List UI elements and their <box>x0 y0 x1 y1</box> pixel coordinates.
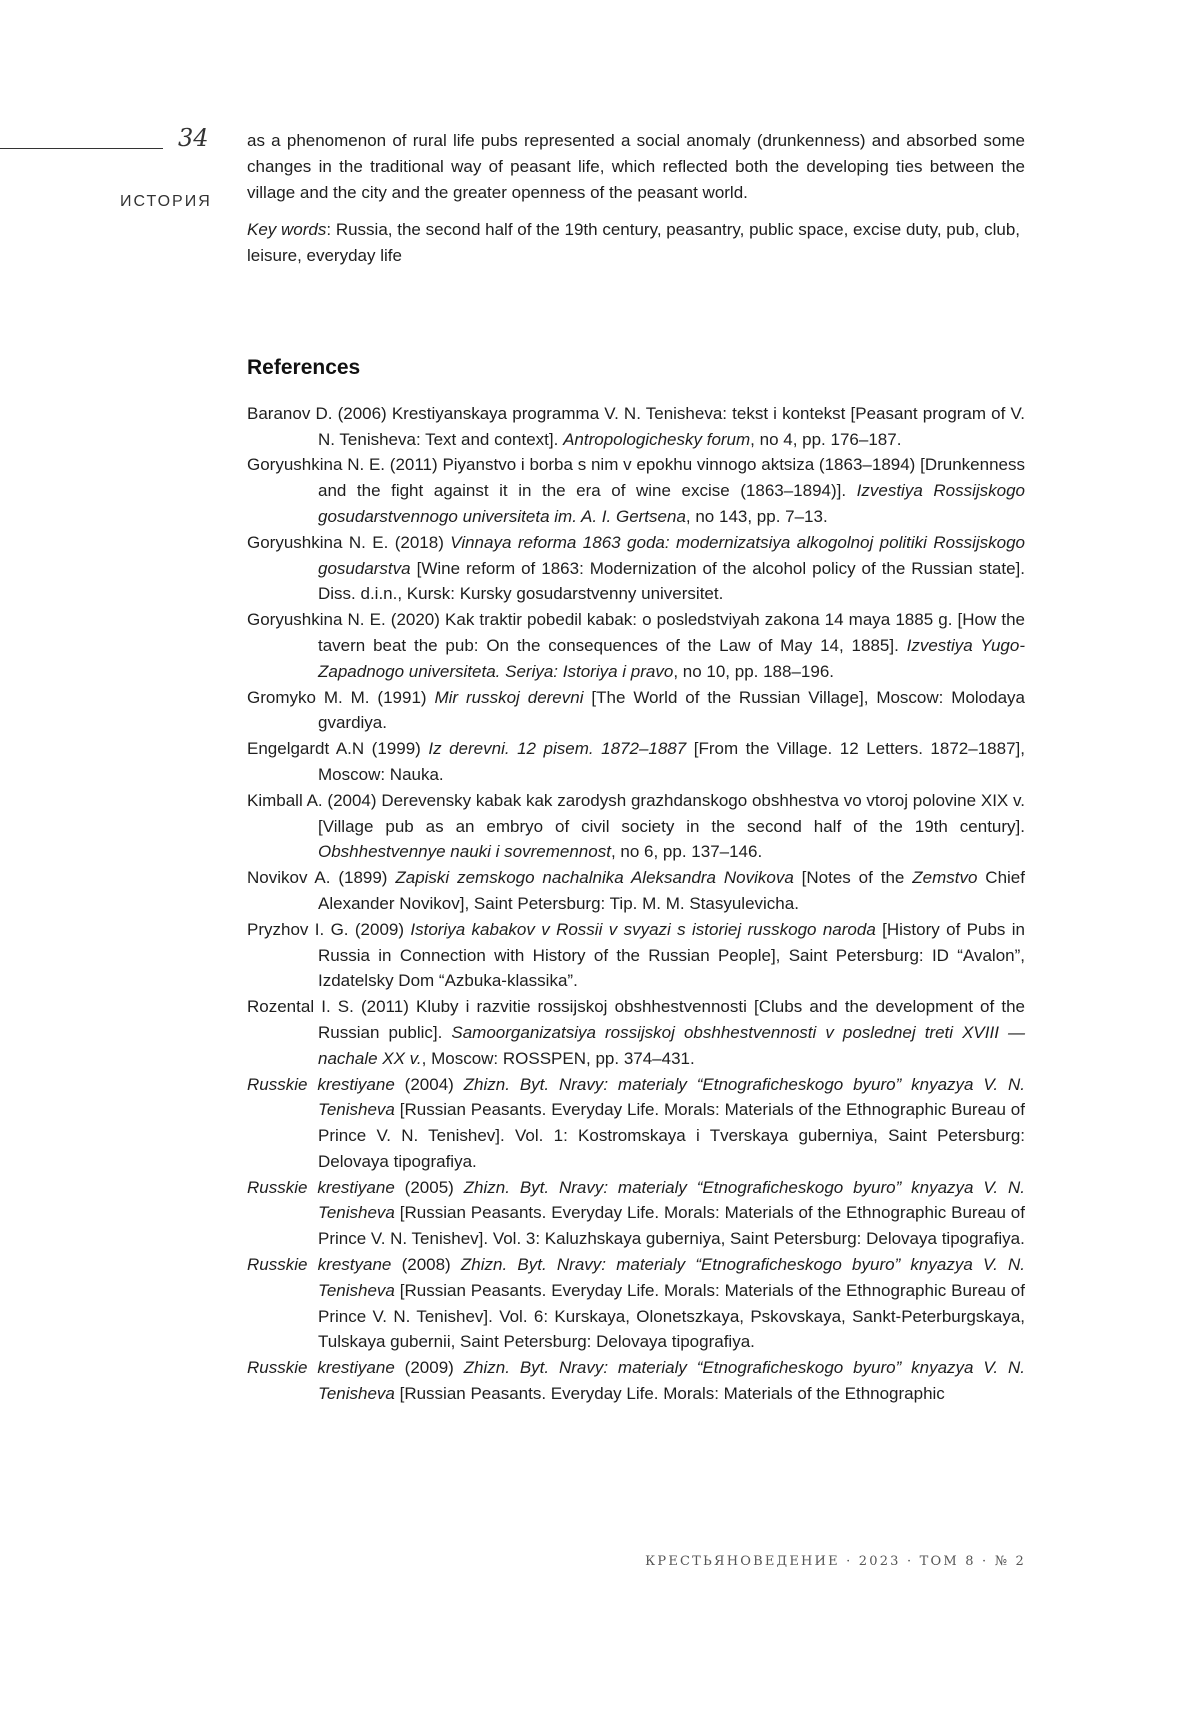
reference-entry <box>247 917 1025 994</box>
section-label: ИСТОРИЯ <box>120 193 212 211</box>
reference-run: , no 10, pp. 188–196. <box>673 662 834 681</box>
reference-entry <box>247 1355 1025 1407</box>
reference-entry <box>247 1175 1025 1252</box>
reference-entry <box>247 736 1025 788</box>
keywords <box>247 217 1025 269</box>
header-rule <box>0 148 163 149</box>
page-number: 34 <box>178 124 209 152</box>
reference-italic-run: Zemstvo <box>912 868 977 887</box>
reference-italic-run: Russkie krestyane <box>247 1255 391 1274</box>
reference-italic-run: Antropologichesky forum <box>563 430 750 449</box>
reference-run: [Russian Peasants. Everyday Life. Morals: Materials of the Ethnographic <box>395 1384 945 1403</box>
reference-entry <box>247 452 1025 529</box>
page <box>0 0 1200 1710</box>
reference-italic-run: Zhizn. Byt. Nravy: materialy “Etnograficheskogo byuro” knyazya V. N. Tenisheva <box>318 1255 1025 1300</box>
main-content <box>247 128 1025 1407</box>
reference-entry <box>247 1072 1025 1175</box>
reference-run: [Wine reform of 1863: Modernization of the alcohol policy of the Russian state]. Diss. d.i.n., Kursk: Kursky gosudarstvenny universitet. <box>318 559 1025 604</box>
reference-entry <box>247 865 1025 917</box>
reference-run: [Russian Peasants. Everyday Life. Morals: Materials of the Ethnographic Bureau of Prince V. N. Tenishev]. Vol. 6: Kurskaya, Olonetszkaya, Pskovskaya, Sankt-Peterburgskaya, Tulskaya gubernii, Saint Petersburg: Delovaya tipografiya. <box>318 1281 1025 1352</box>
reference-entry <box>247 788 1025 865</box>
reference-entry <box>247 530 1025 607</box>
keywords-label: Key words <box>247 220 326 239</box>
references-heading: References <box>247 355 1025 381</box>
reference-entry <box>247 607 1025 684</box>
reference-run: [History of Pubs in Russia in Connection with History of the Russian People], Saint Petersburg: ID “Avalon”, Izdatelsky Dom “Azbuka-klassika”. <box>318 920 1025 991</box>
reference-run: (2004) <box>395 1075 464 1094</box>
reference-italic-run: Iz derevni. 12 pisem. 1872–1887 <box>428 739 686 758</box>
reference-run: , Moscow: ROSSPEN, pp. 374–431. <box>422 1049 695 1068</box>
journal-footer: КРЕСТЬЯНОВЕДЕНИЕ · 2023 · ТОМ 8 · № 2 <box>645 1554 1026 1569</box>
reference-italic-run: Izvestiya Yugo-Zapadnogo universiteta. Seriya: Istoriya i pravo <box>318 636 1025 681</box>
reference-entry <box>247 401 1025 453</box>
reference-run: [Notes of the <box>794 868 912 887</box>
reference-italic-run: Istoriya kabakov v Rossii v svyazi s istoriej russkogo naroda <box>410 920 875 939</box>
references-list <box>247 401 1025 1407</box>
reference-run: , no 4, pp. 176–187. <box>750 430 901 449</box>
reference-run: , no 143, pp. 7–13. <box>686 507 828 526</box>
reference-italic-run: Russkie krestiyane <box>247 1178 395 1197</box>
reference-run: Goryushkina N. E. (2011) Piyanstvo i borba s nim v epokhu vinnogo aktsiza (1863–1894) [Drunkenness and the fight against it in the era of wine excise (1863–1894)]. <box>247 455 1025 500</box>
reference-run: Engelgardt A.N (1999) <box>247 739 428 758</box>
reference-run: (2009) <box>395 1358 464 1377</box>
reference-italic-run: Zhizn. Byt. Nravy: materialy “Etnograficheskogo byuro” knyazya V. N. Tenisheva <box>318 1075 1025 1120</box>
reference-run: Baranov D. (2006) Krestiyanskaya programma V. N. Tenisheva: tekst i kontekst [Peasant program of V. N. Tenisheva: Text and context]. <box>247 404 1025 449</box>
reference-run: Gromyko M. M. (1991) <box>247 688 434 707</box>
reference-run: [The World of the Russian Village], Moscow: Molodaya gvardiya. <box>318 688 1025 733</box>
reference-italic-run: Obshhestvennye nauki i sovremennost <box>318 842 611 861</box>
reference-run: , no 6, pp. 137–146. <box>611 842 762 861</box>
reference-run: Kimball A. (2004) Derevensky kabak kak zarodysh grazhdanskogo obshhestva vo vtoroj polovine XIX v. [Village pub as an embryo of civil society in the second half of the 19th century]. <box>247 791 1025 836</box>
reference-italic-run: Zhizn. Byt. Nravy: materialy “Etnograficheskogo byuro” knyazya V. N. Tenisheva <box>318 1178 1025 1223</box>
abstract-body: as a phenomenon of rural life pubs represented a social anomaly (drunkenness) and absorbed some changes in the traditional way of peasant life, which reflected both the developing ties between the village and the city and the greater openness of the peas­ant world. <box>247 128 1025 205</box>
reference-italic-run: Samoorganizatsiya rossijskoj obshhestvennosti v poslednej treti XVIII — nachale XX v. <box>318 1023 1025 1068</box>
reference-italic-run: Mir russkoj derevni <box>434 688 583 707</box>
reference-italic-run: Vinnaya reforma 1863 goda: modernizatsiya alkogolnoj politiki Rossijskogo gosudarstva <box>318 533 1025 578</box>
reference-run: Pryzhov I. G. (2009) <box>247 920 410 939</box>
reference-run: Chief Alexander Novikov], Saint Petersburg: Tip. M. M. Stasyulevicha. <box>318 868 1025 913</box>
reference-run: Novikov A. (1899) <box>247 868 395 887</box>
reference-run: (2008) <box>391 1255 461 1274</box>
reference-italic-run: Izvestiya Rossijskogo gosudarstvennogo universiteta im. A. I. Gertsena <box>318 481 1025 526</box>
reference-italic-run: Russkie krestiyane <box>247 1358 395 1377</box>
reference-run: [From the Village. 12 Letters. 1872–1887], Moscow: Nauka. <box>318 739 1025 784</box>
reference-entry <box>247 994 1025 1071</box>
reference-italic-run: Zapiski zemskogo nachalnika Aleksandra Novikova <box>395 868 793 887</box>
reference-run: Goryushkina N. E. (2020) Kak traktir pobedil kabak: o posledstviyah zakona 14 maya 1885 g. [How the tavern beat the pub: On the consequences of the Law of May 14, 1885]. <box>247 610 1025 655</box>
reference-entry <box>247 1252 1025 1355</box>
reference-run: (2005) <box>395 1178 464 1197</box>
reference-run: [Russian Peasants. Everyday Life. Morals: Materials of the Ethnographic Bureau of Prince V. N. Tenishev]. Vol. 3: Kaluzhskaya guberniya, Saint Petersburg: Delovaya tipografiya. <box>318 1203 1025 1248</box>
reference-entry <box>247 685 1025 737</box>
reference-italic-run: Russkie krestiyane <box>247 1075 395 1094</box>
reference-run: Goryushkina N. E. (2018) <box>247 533 450 552</box>
reference-italic-run: Zhizn. Byt. Nravy: materialy “Etnograficheskogo byuro” knyazya V. N. Tenisheva <box>318 1358 1025 1403</box>
reference-run: [Russian Peasants. Everyday Life. Morals: Materials of the Ethnographic Bureau of Prince V. N. Tenishev]. Vol. 1: Kostromskaya i Tverskaya guberniya, Saint Petersburg: Delovaya tipografiya. <box>318 1100 1025 1171</box>
keywords-text: : Russia, the second half of the 19th century, peasantry, public space, excise duty, pub, club, leisure, everyday life <box>247 220 1020 265</box>
reference-run: Rozental I. S. (2011) Kluby i razvitie rossijskoj obshhestvennosti [Clubs and the development of the Russian public]. <box>247 997 1025 1042</box>
